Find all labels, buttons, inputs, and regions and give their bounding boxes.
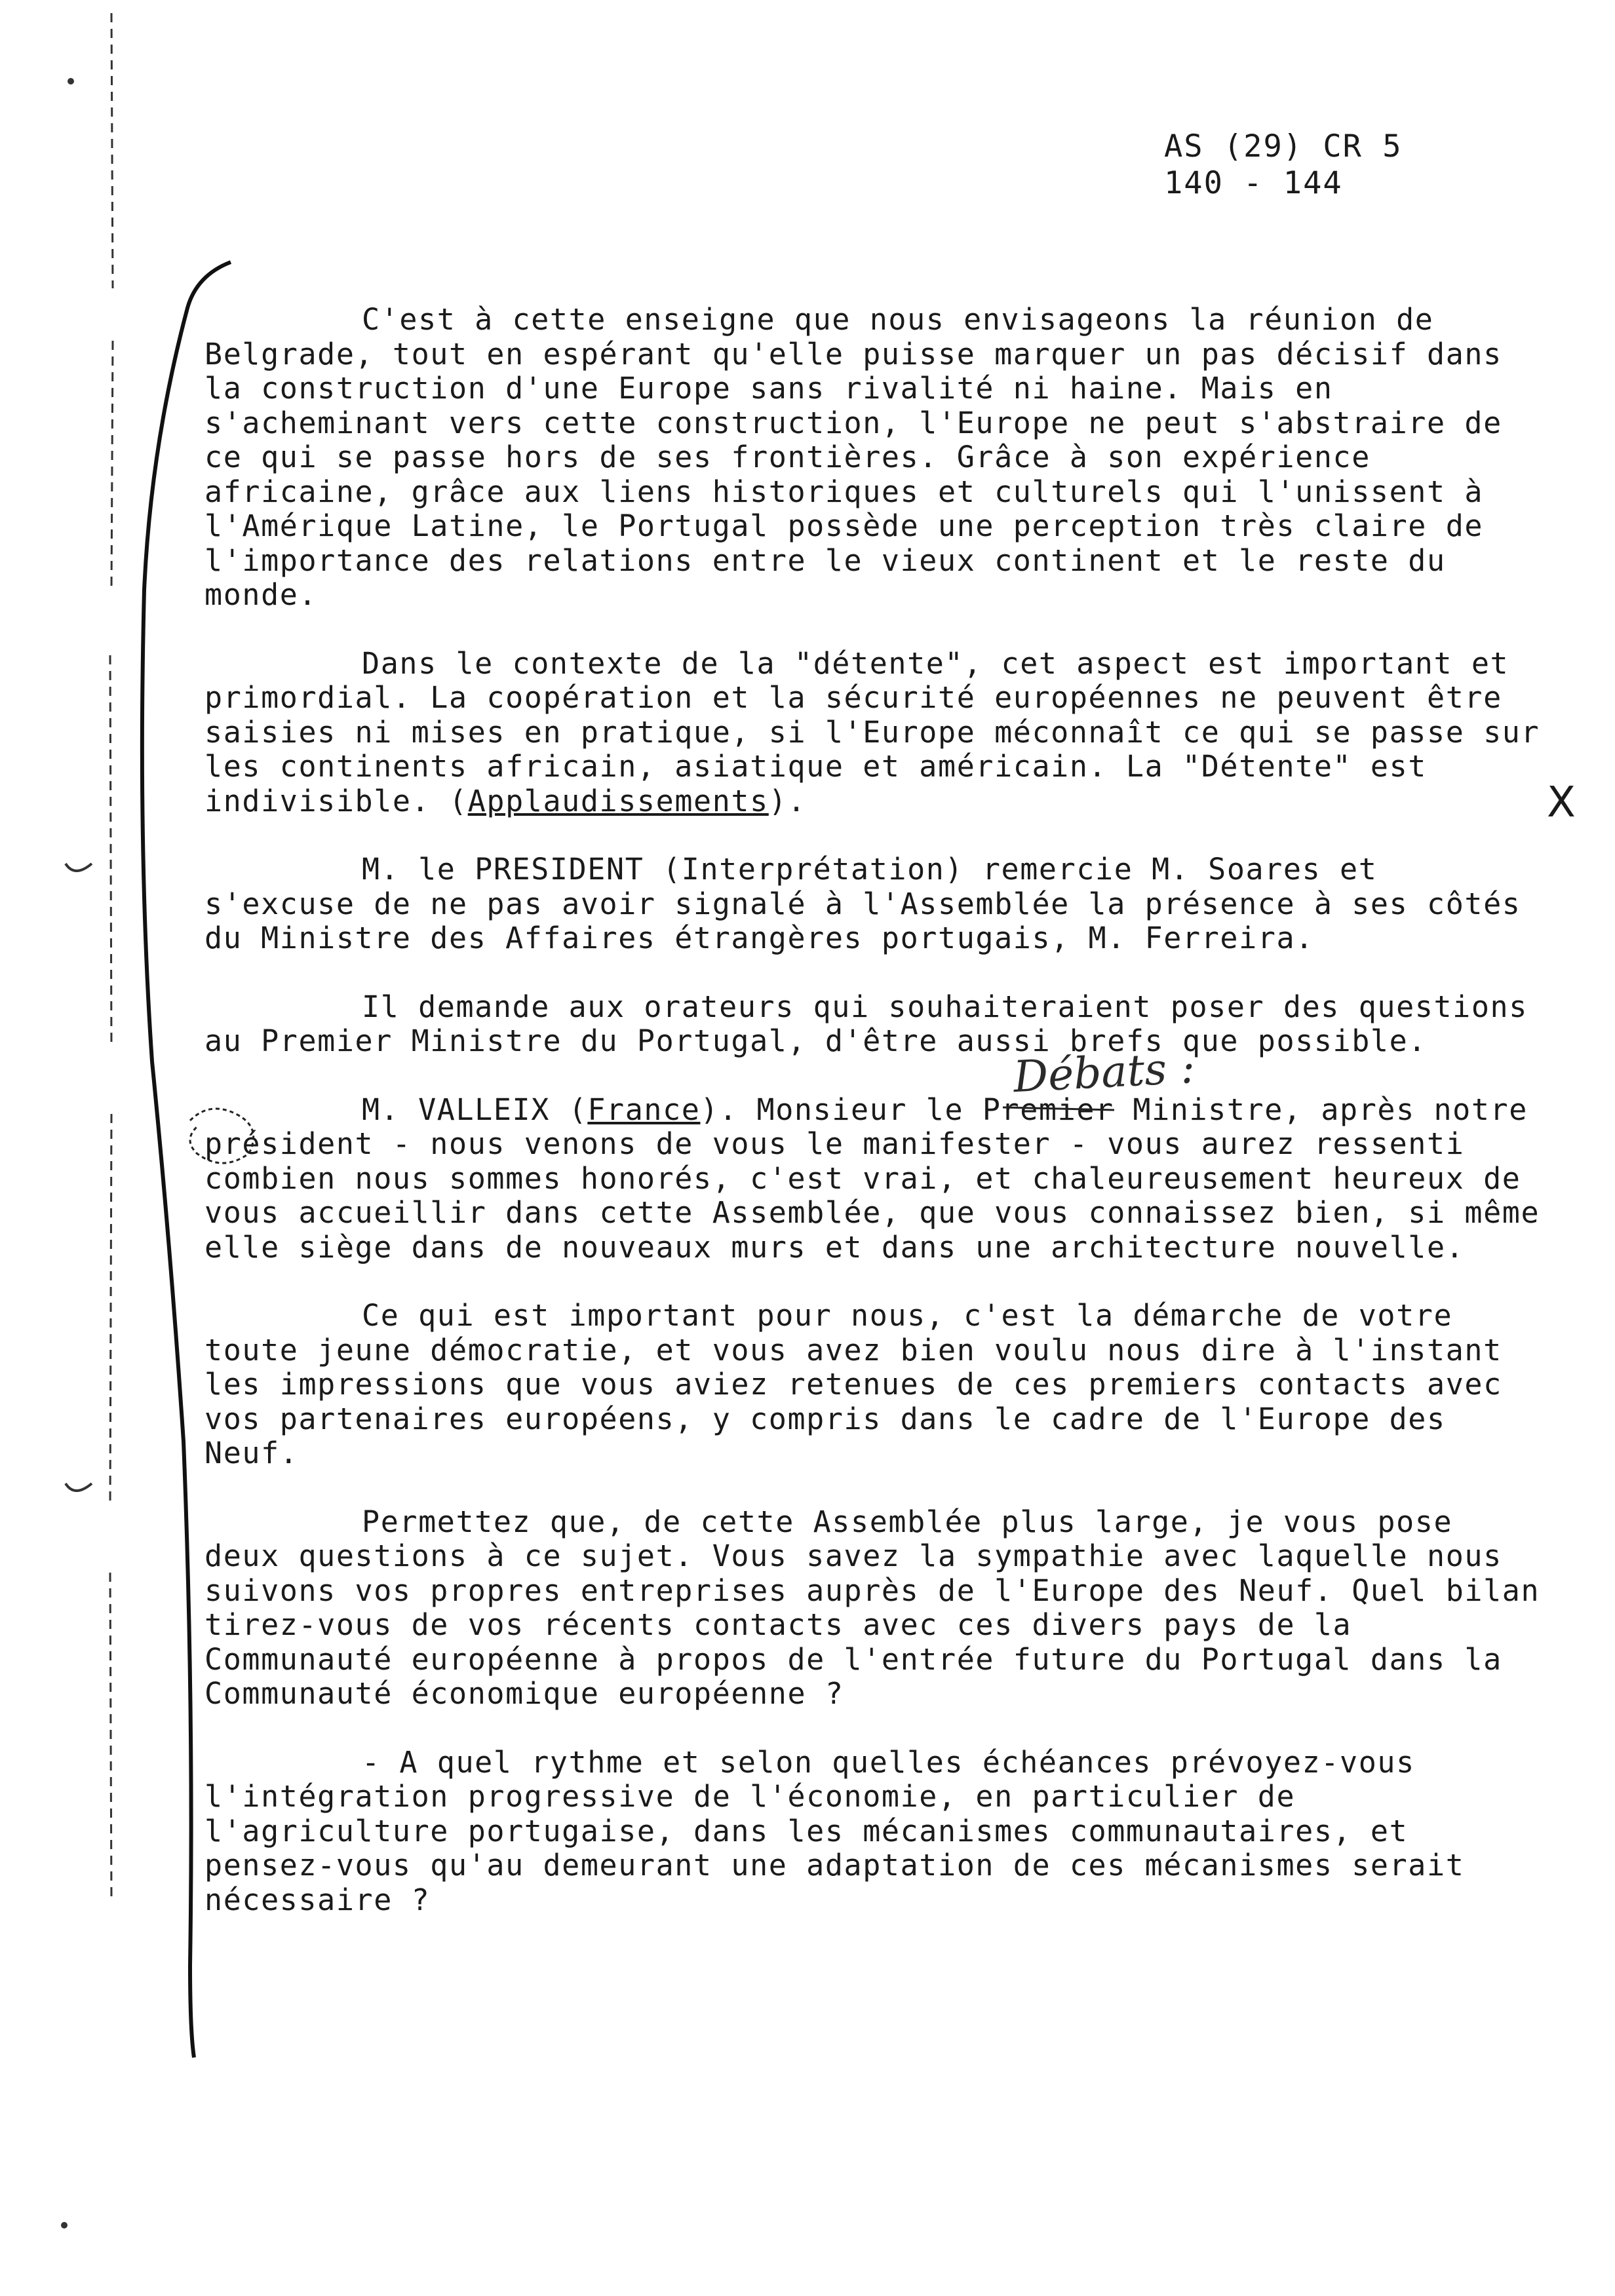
reference-code: AS (29) CR 5 [1164, 128, 1403, 164]
hole-mark [66, 1483, 92, 1491]
paragraph-detente [204, 647, 1542, 819]
valleix-text: ). Monsieur le Premier Ministre, après notre président - nous venons de vous le manifester - vous aurez ressenti combien nous sommes honorés, c'est vrai, et chaleureusement heureux de vous accueillir dans cette Assemblée, que vous connaissez bien, si même elle siège dans de nouveaux murs et dans une architecture nouvelle. [204, 1092, 1540, 1265]
paragraph-speakers: Il demande aux orateurs qui souhaiteraient poser des questions au Premier Ministre du Portugal, d'être aussi brefs que possible. [204, 989, 1528, 1058]
paragraph-questions: Permettez que, de cette Assemblée plus large, je vous pose deux questions à ce sujet. Vous savez la sympathie avec laquelle nous suivons vos propres entreprises auprès de l'Europe des Neuf. Quel bilan tirez-vous de vos récents contacts avec ces divers pays de la Communauté européenne à propos de l'entrée future du Portugal dans la Communauté économique européenne ? [204, 1504, 1540, 1711]
document-reference [1164, 128, 1403, 202]
dot-mark [61, 2222, 68, 2229]
detente-text-end: ). [768, 783, 807, 818]
detente-text: Dans le contexte de la "détente", cet aspect est important et primordial. La coopération et la sécurité européennes ne peuvent être saisies ni mises en pratique, si l'Europe méconnaît ce qui se passe sur les continents africain, asiatique et américain. La "Détente" est indivisible. ( [204, 645, 1540, 818]
paragraph-integration: - A quel rythme et selon quelles échéances prévoyez-vous l'intégration progressive de l'économie, en particulier de l'agriculture portugaise, dans les mécanismes communautaires, et pensez-vous qu'au demeurant une adaptation de ces mécanismes serait nécessaire ? [204, 1744, 1465, 1917]
paragraph-president: M. le PRESIDENT (Interprétation) remercie M. Soares et s'excuse de ne pas avoir signalé à l'Assemblée la présence à ses côtés du Ministre des Affaires étrangères portugais, M. Ferreira. [204, 852, 1521, 955]
body-text [204, 303, 1542, 1951]
paragraph-belgrade: C'est à cette enseigne que nous envisageons la réunion de Belgrade, tout en espérant qu'elle puisse marquer un pas décisif dans la construction d'une Europe sans rivalité ni haine. Mais en s'acheminant vers cette construction, l'Europe ne peut s'abstraire de ce qui se passe hors de ses frontières. Grâce à son expérience africaine, grâce aux liens historiques et culturels qui l'unissent à l'Amérique Latine, le Portugal possède une perception très claire de l'importance des relations entre le vieux continent et le reste du monde. [204, 302, 1502, 612]
paragraph-democracy: Ce qui est important pour nous, c'est la démarche de votre toute jeune démocratie, et vous avez bien voulu nous dire à l'instant les impressions que vous aviez retenues de ces premiers contacts avec vos partenaires européens, y compris dans le cadre de l'Europe des Neuf. [204, 1298, 1502, 1470]
paragraph-valleix [204, 1093, 1542, 1265]
speaker-country: France [587, 1092, 701, 1127]
handwritten-note: Débats : [1012, 1042, 1197, 1103]
binding-dashes [110, 13, 113, 1900]
dot-mark [68, 78, 74, 85]
applause-note: Applaudissements [467, 783, 769, 818]
speaker-name: M. VALLEIX ( [362, 1092, 588, 1127]
margin-x-mark: X [1547, 778, 1576, 827]
hole-mark [66, 864, 92, 871]
page-range: 140 - 144 [1164, 165, 1343, 201]
